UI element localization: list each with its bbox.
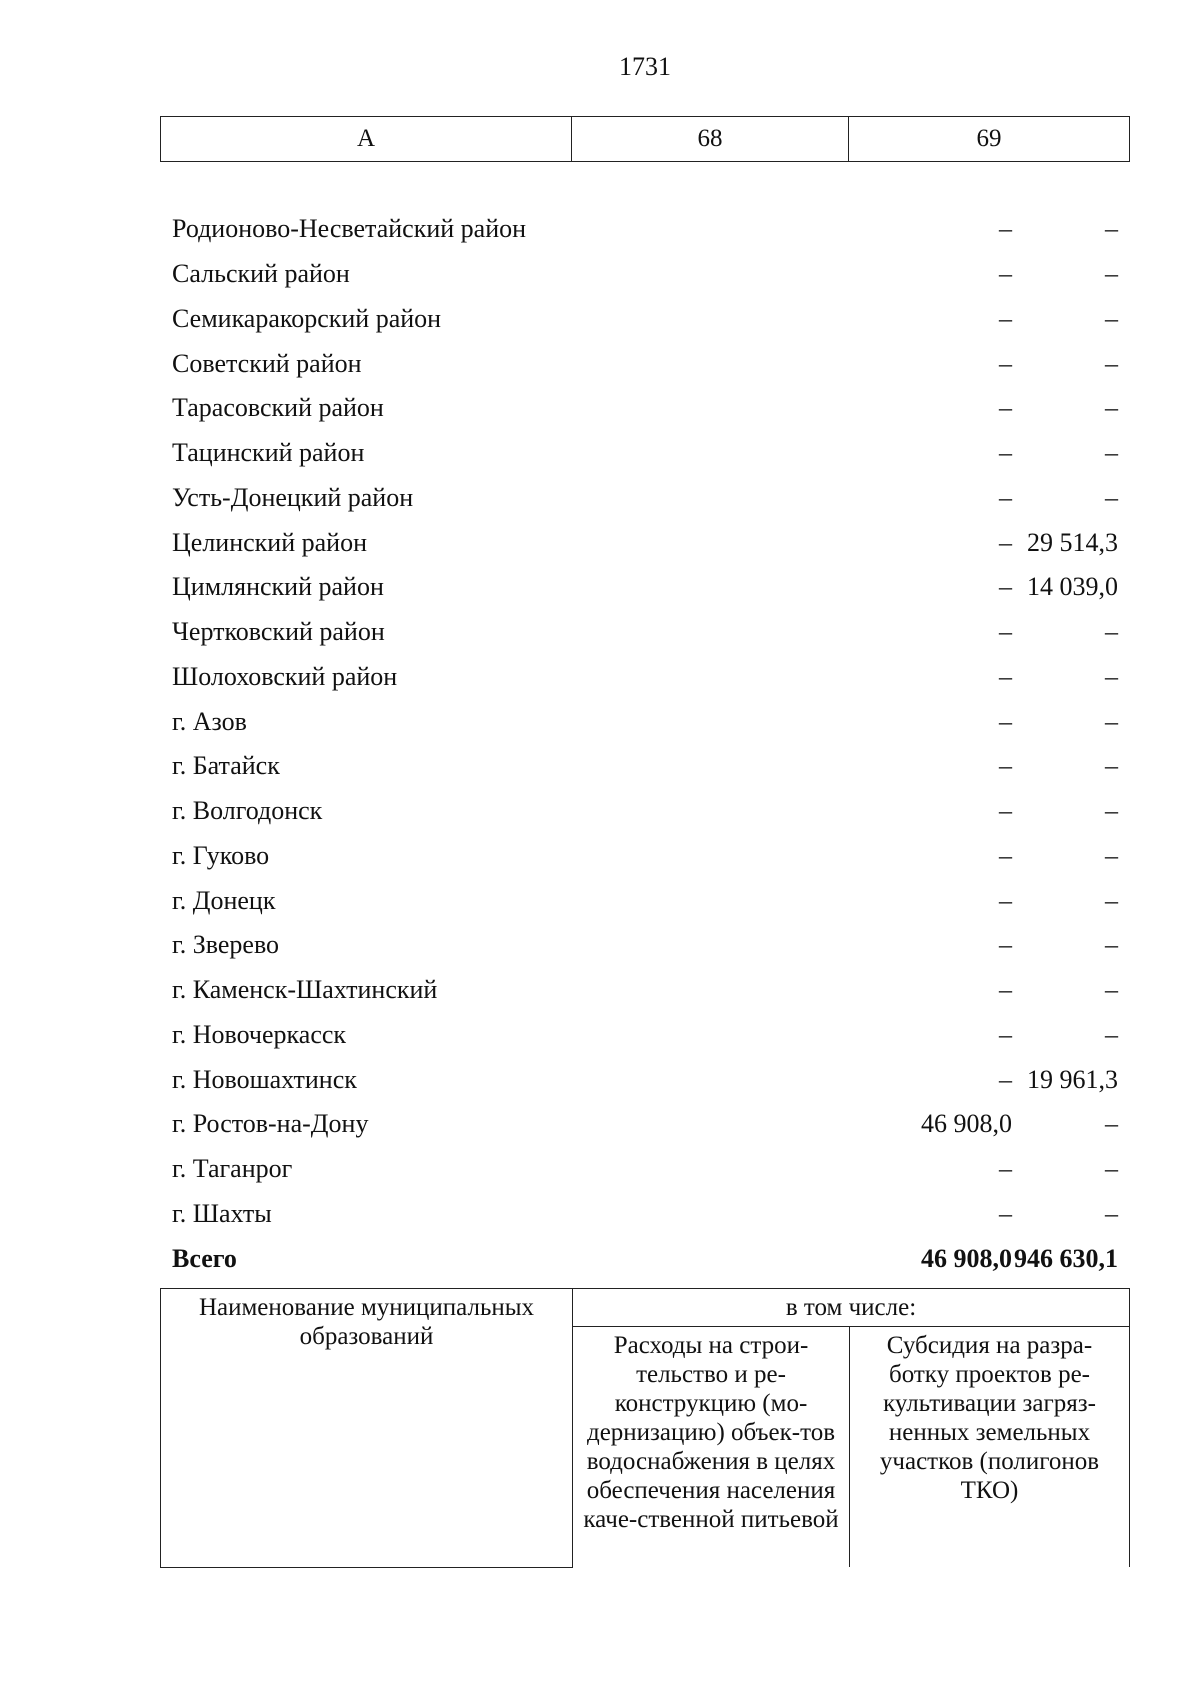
row-value-69: –: [1105, 840, 1118, 870]
row-value-69: –: [1105, 617, 1118, 647]
row-value-68: –: [999, 214, 1012, 244]
col-landfill-subsidy: Субсидия на разра-ботку проектов ре-культивации загряз-ненных земельных участков (полигонов ТКО): [850, 1327, 1130, 1568]
col-municipality-name: Наименование муниципальных образований: [161, 1289, 573, 1568]
row-value-68: 46 908,0: [921, 1109, 1012, 1139]
row-value-69: –: [1105, 1198, 1118, 1228]
row-value-69: –: [1105, 1019, 1118, 1049]
row-value-68: –: [999, 930, 1012, 960]
row-value-68: –: [999, 393, 1012, 423]
row-name: Советский район: [172, 348, 362, 378]
page-number: 1731: [619, 52, 671, 81]
row-value-68: –: [999, 796, 1012, 826]
header-col-a: А: [161, 117, 572, 162]
row-value-69: –: [1105, 303, 1118, 333]
row-name: г. Каменск-Шахтинский: [172, 975, 438, 1005]
row-value-69: –: [1105, 885, 1118, 915]
column-header-table: [160, 116, 1130, 162]
table-row: [160, 1057, 1130, 1102]
table-row: [160, 520, 1130, 565]
table-row: [160, 386, 1130, 431]
row-name: г. Азов: [172, 706, 247, 736]
row-name: Семикаракорский район: [172, 303, 442, 333]
row-name: г. Зверево: [172, 930, 280, 960]
row-name: Тацинский район: [172, 438, 365, 468]
total-row: [160, 1236, 1130, 1281]
row-value-68: –: [999, 482, 1012, 512]
row-value-68: –: [999, 661, 1012, 691]
row-value-68: –: [999, 1064, 1012, 1094]
row-name: г. Таганрог: [172, 1154, 293, 1184]
row-name: г. Шахты: [172, 1198, 272, 1228]
table-row: [160, 297, 1130, 342]
table-row: [160, 565, 1130, 610]
row-name: г. Новочеркасск: [172, 1019, 347, 1049]
table-row: [160, 1102, 1130, 1147]
row-value-69: –: [1105, 930, 1118, 960]
row-value-69: –: [1105, 393, 1118, 423]
table-row: [160, 655, 1130, 700]
row-value-68: –: [999, 706, 1012, 736]
row-value-68: –: [999, 1154, 1012, 1184]
row-value-69: –: [1105, 975, 1118, 1005]
header-col-68: 68: [572, 117, 849, 162]
table-row: [160, 699, 1130, 744]
row-name: Тарасовский район: [172, 393, 384, 423]
table-row: [160, 1147, 1130, 1192]
row-value-69: –: [1105, 482, 1118, 512]
row-name: Цимлянский район: [172, 572, 384, 602]
col-water-supply-expenses: Расходы на строи-тельство и ре-конструкцию (мо-дернизацию) объек-тов водоснабжения в целях обеспечения населения каче-ственной питьевой: [573, 1327, 850, 1568]
row-value-68: –: [999, 617, 1012, 647]
row-value-69: –: [1105, 661, 1118, 691]
total-value-68: 46 908,0: [921, 1243, 1012, 1273]
row-name: Родионово-Несветайский район: [172, 214, 527, 244]
table-row: [160, 968, 1130, 1013]
row-value-69: 14 039,0: [1027, 572, 1118, 602]
table-row: [160, 923, 1130, 968]
table-row: [160, 431, 1130, 476]
table-row: [160, 878, 1130, 923]
table-row: [160, 1013, 1130, 1058]
row-value-68: –: [999, 751, 1012, 781]
row-value-69: –: [1105, 348, 1118, 378]
table-row: [160, 252, 1130, 297]
table-row: [160, 207, 1130, 252]
row-value-68: –: [999, 840, 1012, 870]
row-name: г. Новошахтинск: [172, 1064, 357, 1094]
row-value-68: –: [999, 438, 1012, 468]
table-row: [160, 1192, 1130, 1237]
total-label: Всего: [172, 1243, 237, 1273]
row-value-68: –: [999, 975, 1012, 1005]
row-value-69: –: [1105, 751, 1118, 781]
row-name: г. Донецк: [172, 885, 276, 915]
row-name: Сальский район: [172, 259, 350, 289]
row-value-69: 19 961,3: [1027, 1064, 1118, 1094]
row-value-69: –: [1105, 1154, 1118, 1184]
row-value-69: 29 514,3: [1027, 527, 1118, 557]
row-value-68: –: [999, 1198, 1012, 1228]
row-name: Целинский район: [172, 527, 367, 557]
row-value-69: –: [1105, 796, 1118, 826]
row-value-69: –: [1105, 214, 1118, 244]
row-value-68: –: [999, 572, 1012, 602]
row-name: Чертковский район: [172, 617, 385, 647]
table-row: [160, 744, 1130, 789]
row-value-69: –: [1105, 259, 1118, 289]
table-row: [160, 789, 1130, 834]
row-value-69: –: [1105, 1109, 1118, 1139]
total-value-69: 946 630,1: [1014, 1243, 1118, 1273]
row-value-69: –: [1105, 706, 1118, 736]
row-value-69: –: [1105, 438, 1118, 468]
table-row: [160, 341, 1130, 386]
row-name: г. Батайск: [172, 751, 280, 781]
row-name: Шолоховский район: [172, 661, 398, 691]
row-name: Усть-Донецкий район: [172, 482, 414, 512]
row-value-68: –: [999, 259, 1012, 289]
row-name: г. Ростов-на-Дону: [172, 1109, 369, 1139]
data-rows: [160, 207, 1130, 1281]
row-value-68: –: [999, 303, 1012, 333]
table-row: [160, 834, 1130, 879]
table-row: [160, 610, 1130, 655]
col-group-including: в том числе:: [573, 1289, 1130, 1327]
row-value-68: –: [999, 348, 1012, 378]
row-name: г. Гуково: [172, 840, 270, 870]
row-value-68: –: [999, 527, 1012, 557]
row-value-68: –: [999, 1019, 1012, 1049]
table-row: [160, 476, 1130, 521]
row-name: г. Волгодонск: [172, 796, 323, 826]
continuation-header-table: [160, 1288, 1130, 1568]
row-value-68: –: [999, 885, 1012, 915]
header-col-69: 69: [849, 117, 1130, 162]
